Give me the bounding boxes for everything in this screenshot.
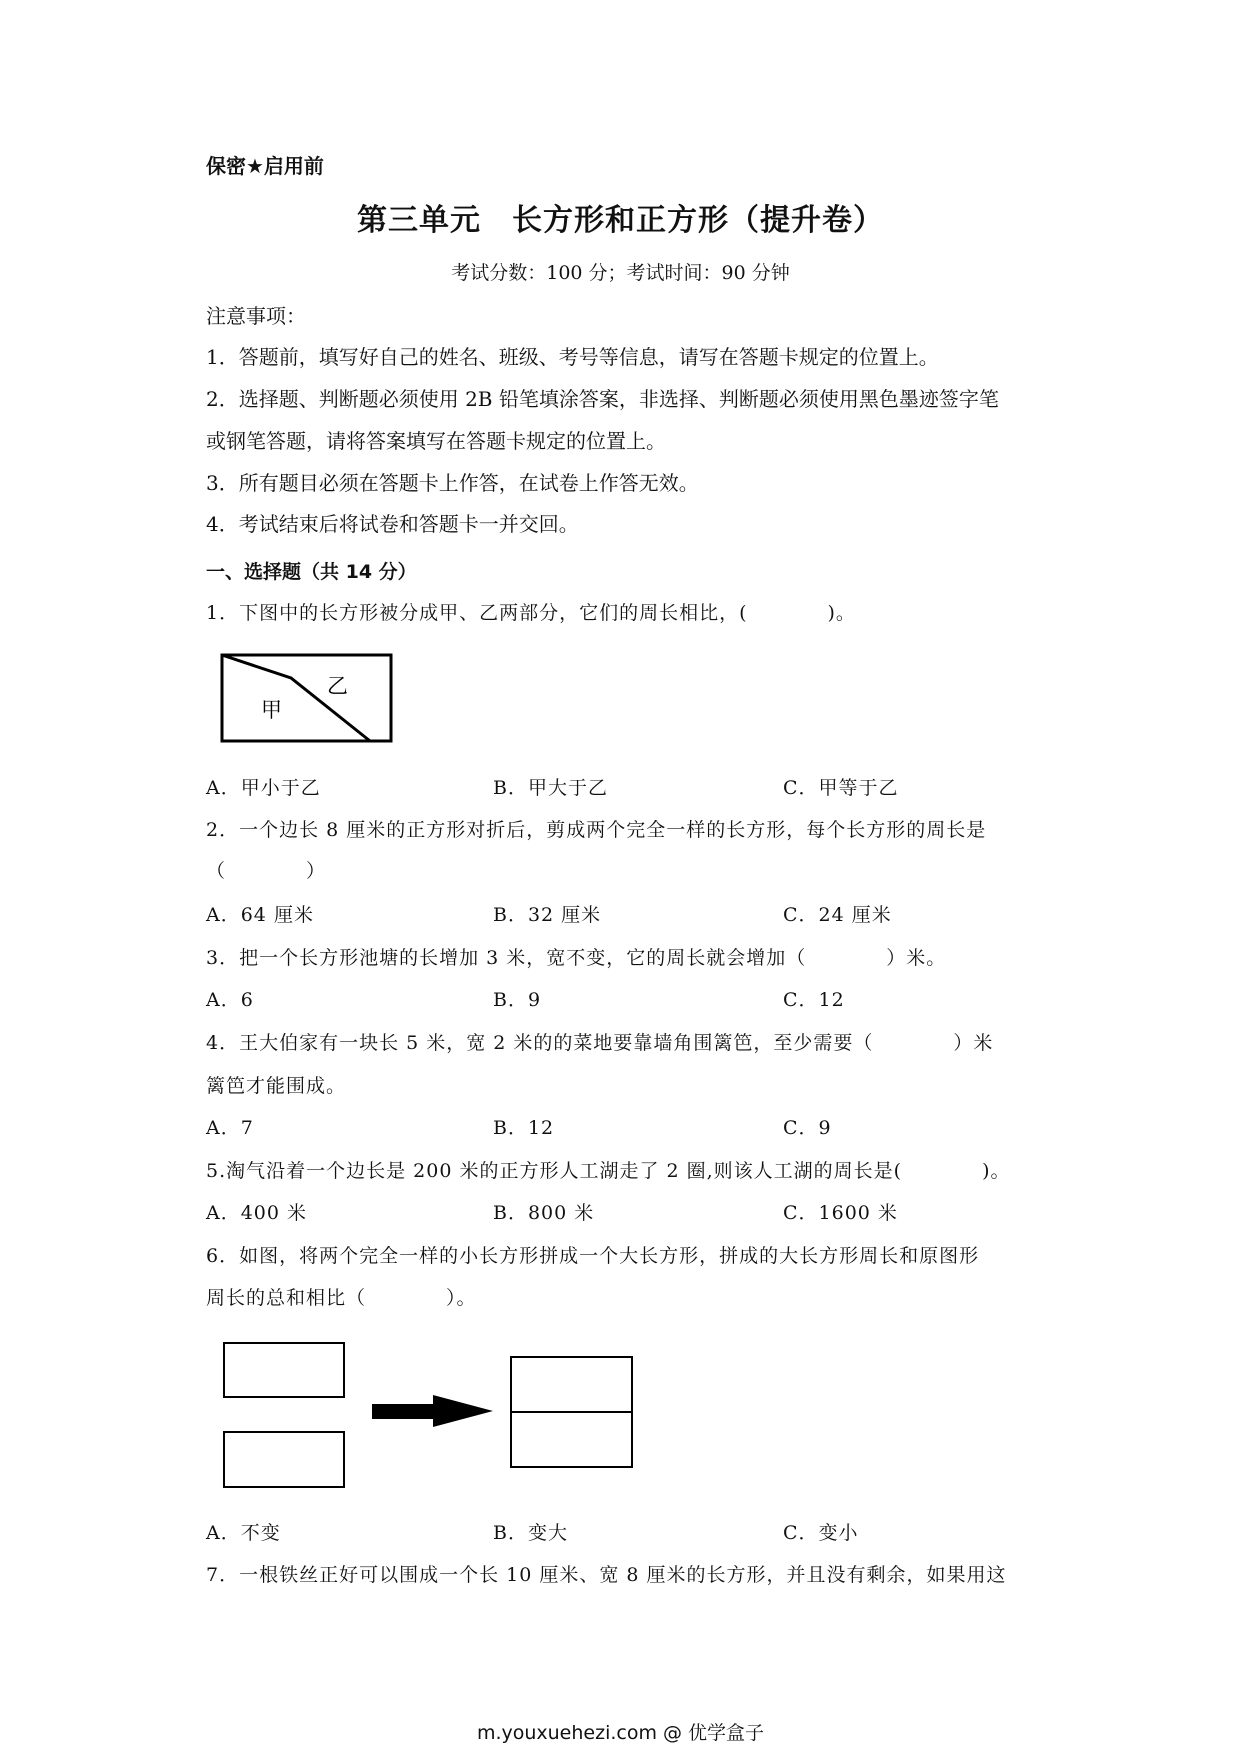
question-5-option-a: A．400 米 [206,1202,308,1224]
question-6-option-c: C．变小 [783,1522,859,1544]
question-3-option-c: C．12 [783,989,845,1011]
note-item: 3．所有题目必须在答题卡上作答，在试卷上作答无效。 [206,471,699,495]
question-7-text: 7．一根铁丝正好可以围成一个长 10 厘米、宽 8 厘米的长方形，并且没有剩余，如果用这 [206,1564,1007,1586]
question-1-figure [220,653,396,745]
question-2-option-b: B．32 厘米 [493,904,602,926]
question-5-text: 5.淘气沿着一个边长是 200 米的正方形人工湖走了 2 圈,则该人工湖的周长是( )。 [206,1160,1011,1182]
question-4-option-c: C．9 [783,1117,832,1139]
page-title: 第三单元 长方形和正方形（提升卷） [357,203,884,238]
question-6-text: 6．如图，将两个完全一样的小长方形拼成一个大长方形，拼成的大长方形周长和原图形 [206,1245,980,1267]
question-1-option-b: B．甲大于乙 [493,777,608,799]
small-rectangle-bottom [224,1432,344,1487]
question-6-option-a: A．不变 [206,1522,281,1544]
notes-heading: 注意事项： [206,304,306,328]
question-2-text: （ ） [206,860,327,882]
note-item: 1．答题前，填写好自己的姓名、班级、考号等信息，请写在答题卡规定的位置上。 [206,345,939,369]
note-item: 2．选择题、判断题必须使用 2B 铅笔填涂答案，非选择、判断题必须使用黑色墨迹签字笔 [206,387,999,411]
question-5-option-c: C．1600 米 [783,1202,898,1224]
figure-divider-line [222,655,370,741]
figure-label-yi: 乙 [327,674,348,698]
question-1-text: 1．下图中的长方形被分成甲、乙两部分，它们的周长相比，( )。 [206,602,856,624]
question-4-text: 4．王大伯家有一块长 5 米，宽 2 米的的菜地要靠墙角围篱笆，至少需要（ ）米 [206,1032,994,1054]
question-4-text: 篱笆才能围成。 [206,1075,347,1097]
question-5-option-b: B．800 米 [493,1202,595,1224]
question-4-option-a: A．7 [206,1117,254,1139]
confidential-label: 保密★启用前 [206,154,324,178]
question-1-option-c: C．甲等于乙 [783,777,899,799]
question-3-text: 3．把一个长方形池塘的长增加 3 米，宽不变，它的周长就会增加（ ）米。 [206,947,947,969]
section-heading-choice: 一、选择题（共 14 分） [206,561,417,583]
question-6-text: 周长的总和相比（ ）。 [206,1287,477,1309]
question-2-option-c: C．24 厘米 [783,904,892,926]
figure-label-jia: 甲 [261,698,282,722]
question-2-option-a: A．64 厘米 [206,904,314,926]
note-item: 或钢笔答题，请将答案填写在答题卡规定的位置上。 [206,429,666,453]
figure-rectangle [222,655,391,741]
question-3-option-a: A．6 [206,989,254,1011]
small-rectangle-top [224,1343,344,1397]
question-6-figure [222,1341,636,1491]
question-1-option-a: A．甲小于乙 [206,777,321,799]
exam-info: 考试分数：100 分；考试时间：90 分钟 [451,262,790,284]
arrow-icon [372,1395,493,1427]
question-6-option-b: B．变大 [493,1522,568,1544]
question-3-option-b: B．9 [493,989,542,1011]
note-item: 4．考试结束后将试卷和答题卡一并交回。 [206,512,579,536]
question-4-option-b: B．12 [493,1117,555,1139]
question-2-text: 2．一个边长 8 厘米的正方形对折后，剪成两个完全一样的长方形，每个长方形的周长是 [206,819,987,841]
footer-watermark: m.youxuehezi.com @ 优学盒子 [476,1722,765,1744]
